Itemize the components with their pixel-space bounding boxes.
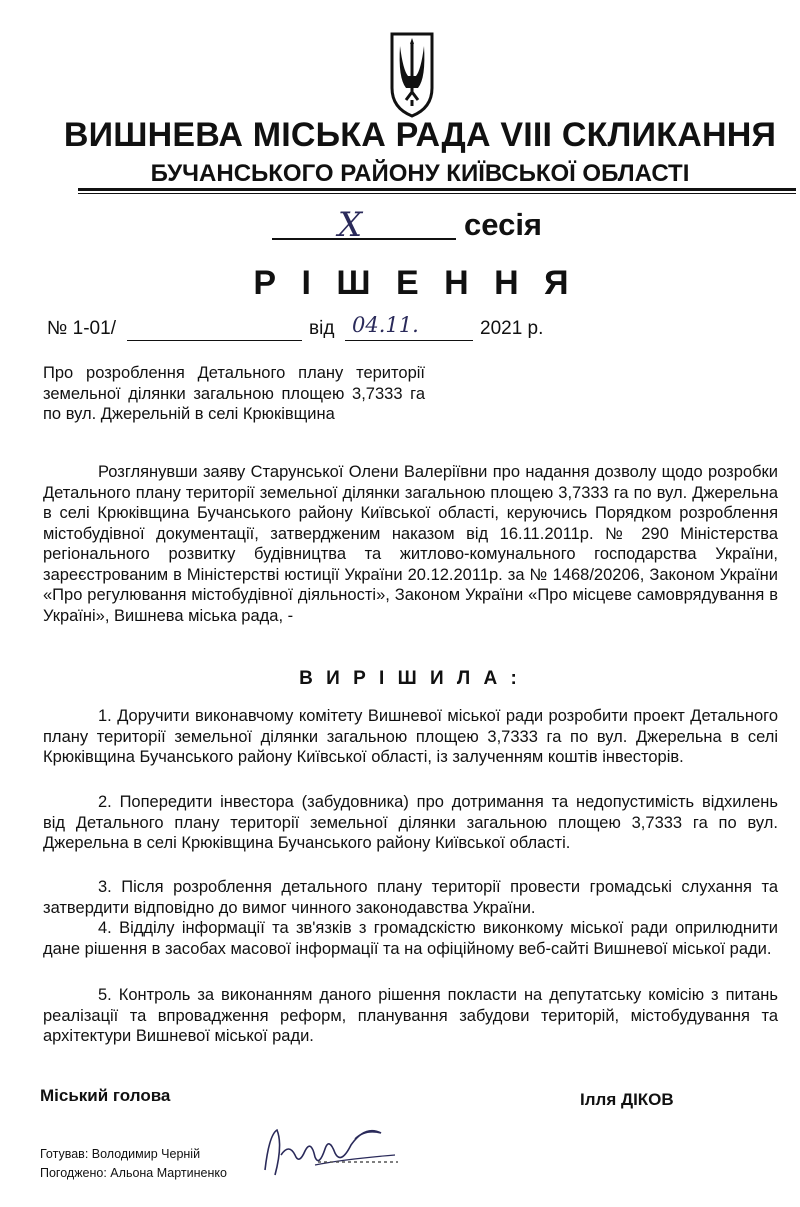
signatory-name: Ілля ДІКОВ [580,1090,674,1109]
resolved-heading: В И Р І Ш И Л А : [299,668,521,689]
agreed-by: Погоджено: Альона Мартиненко [40,1166,227,1180]
decision-number-prefix: № 1-01/ [47,318,116,339]
session-number-blank [272,238,456,240]
session-label: сесія [464,207,543,242]
council-title: ВИШНЕВА МІСЬКА РАДА VIII СКЛИКАННЯ [63,116,777,154]
resolution-item-5: 5. Контроль за виконанням даного рішення покласти на депутатську комісію з питань реалізації та впровадження реформ, планування забудови територій, містобудування та архітектури Вишневої міської ради. [43,986,778,1045]
council-district: БУЧАНСЬКОГО РАЙОНУ КИЇВСЬКОЇ ОБЛАСТІ [150,160,690,187]
trident-coat-of-arms-icon [388,30,436,118]
decision-number-blank [127,340,302,341]
decision-subject: Про розроблення Детального плану території земельної ділянки загальною площею 3,7333 га по вул. Джерельній в селі Крюківщина [43,364,425,423]
decision-year: 2021 р. [480,318,544,339]
decision-date-label: від [309,318,335,339]
resolution-item-1: 1. Доручити виконавчому комітету Вишневої міської ради розробити проект Детального плану території земельної ділянки загальною площею 3,7333 га по вул. Джерельна в селі Крюківщина Бучанського району Київської області, із залученням коштів інвесторів. [43,707,778,766]
handwritten-signature [255,1115,405,1185]
resolution-item-3: 3. Після розроблення детального плану території провести громадські слухання та затвердити відповідно до вимог чинного законодавства України. [43,878,778,917]
header-divider-thin [78,193,796,194]
header-divider [78,188,796,191]
session-number-handwritten: X [337,205,363,245]
prepared-by: Готував: Володимир Черній [40,1147,201,1161]
preamble-paragraph: Розглянувши заяву Старунської Олени Валеріївни про надання дозволу щодо розробки Детального плану території земельної ділянки загальною площею 3,7333 га по вул. Джерельна в селі Крюківщина Бучанського району Київської області, керуючись Порядком розроблення містобудівної документації, затвердженим наказом від 16.11.2011р. № 290 Міністерства регіонального розвитку будівництва та житлово-комунального господарства України, зареєстрованим в Міністерстві юстиції України 20.12.2011р. за № 1468/20206, Законом України «Про регулювання містобудівної діяльності», Законом України «Про місцеве самоврядування в Україні», Вишнева міська рада, - [43,463,778,625]
resolution-item-4: 4. Відділу інформації та зв'язків з громадскістю виконкому міської ради оприлюднити дане рішення в засобах масової інформації та на офіційному веб-сайті Вишневої міської ради. [43,919,778,958]
decision-date-handwritten: 04.11. [352,313,419,337]
decision-date-blank [345,340,473,341]
signature-dotted-tail [318,1158,398,1166]
signatory-role: Міський голова [40,1086,171,1105]
resolution-item-2: 2. Попередити інвестора (забудовника) про дотримання та недопустимість відхилень від Детального плану території земельної ділянки загальною площею 3,7333 га по вул. Джерельна в селі Крюківщина Бучанського району Київської області. [43,793,778,852]
decision-title: Р І Ш Е Н Н Я [253,264,577,302]
document-footer [40,1145,227,1183]
